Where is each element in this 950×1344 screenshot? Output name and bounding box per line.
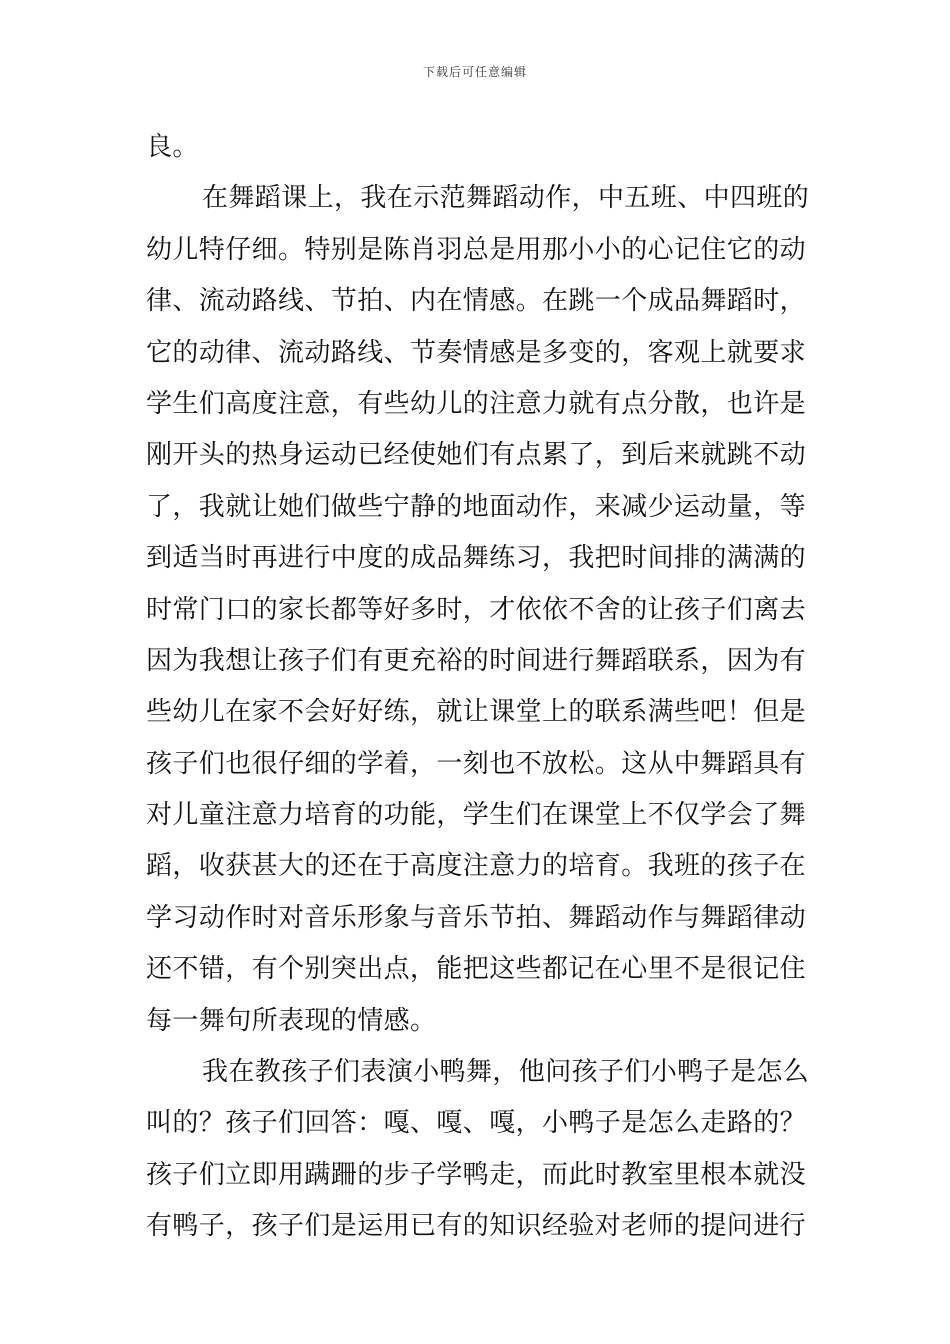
paragraph-line: 它的动律、流动路线、节奏情感是多变的，客观上就要求 <box>146 337 807 368</box>
paragraph-line: 蹈，收获甚大的还在于高度注意力的培育。我班的孩子在 <box>146 851 807 882</box>
paragraph-line: 良。 <box>146 132 199 162</box>
paragraph-line: 了，我就让她们做些宁静的地面动作，来减少运动量，等 <box>146 491 807 522</box>
paragraph-line: 学生们高度注意，有些幼儿的注意力就有点分散，也许是 <box>146 388 807 419</box>
paragraph-line: 时常门口的家长都等好多时，才依依不舍的让孩子们离去 <box>146 594 807 625</box>
paragraph-line: 孩子们也很仔细的学着，一刻也不放松。这从中舞蹈具有 <box>146 748 807 779</box>
paragraph-line: 律、流动路线、节拍、内在情感。在跳一个成品舞蹈时， <box>146 286 807 317</box>
page-header-note: 下载后可任意编辑 <box>422 65 527 79</box>
paragraph-line: 有鸭子，孩子们是运用已有的知识经验对老师的提问进行 <box>146 1211 807 1242</box>
paragraph-line: 还不错，有个别突出点，能把这些都记在心里不是很记住 <box>146 954 807 985</box>
paragraph-line: 学习动作时对音乐形象与音乐节拍、舞蹈动作与舞蹈律动 <box>146 902 807 933</box>
paragraph-line: 叫的？孩子们回答：嘎、嘎、嘎，小鸭子是怎么走路的？ <box>146 1108 807 1139</box>
paragraph-line: 孩子们立即用蹒跚的步子学鸭走，而此时教室里根本就没 <box>146 1159 807 1190</box>
paragraph-line: 我在教孩子们表演小鸭舞，他问孩子们小鸭子是怎么 <box>202 1057 810 1088</box>
paragraph-line: 刚开头的热身运动已经使她们有点累了，到后来就跳不动 <box>146 440 807 471</box>
document-body <box>146 122 810 1253</box>
paragraph-line: 对儿童注意力培育的功能，学生们在课堂上不仅学会了舞 <box>146 800 807 831</box>
paragraph-line: 在舞蹈课上，我在示范舞蹈动作，中五班、中四班的 <box>202 183 810 214</box>
paragraph-line: 因为我想让孩子们有更充裕的时间进行舞蹈联系，因为有 <box>146 645 807 676</box>
paragraph-line: 幼儿特仔细。特别是陈肖羽总是用那小小的心记住它的动 <box>146 234 807 265</box>
paragraph-line: 到适当时再进行中度的成品舞练习，我把时间排的满满的 <box>146 543 807 574</box>
paragraph-line: 些幼儿在家不会好好练，就让课堂上的联系满些吧！但是 <box>146 697 807 728</box>
paragraph-line: 每一舞句所表现的情感。 <box>146 1005 437 1036</box>
